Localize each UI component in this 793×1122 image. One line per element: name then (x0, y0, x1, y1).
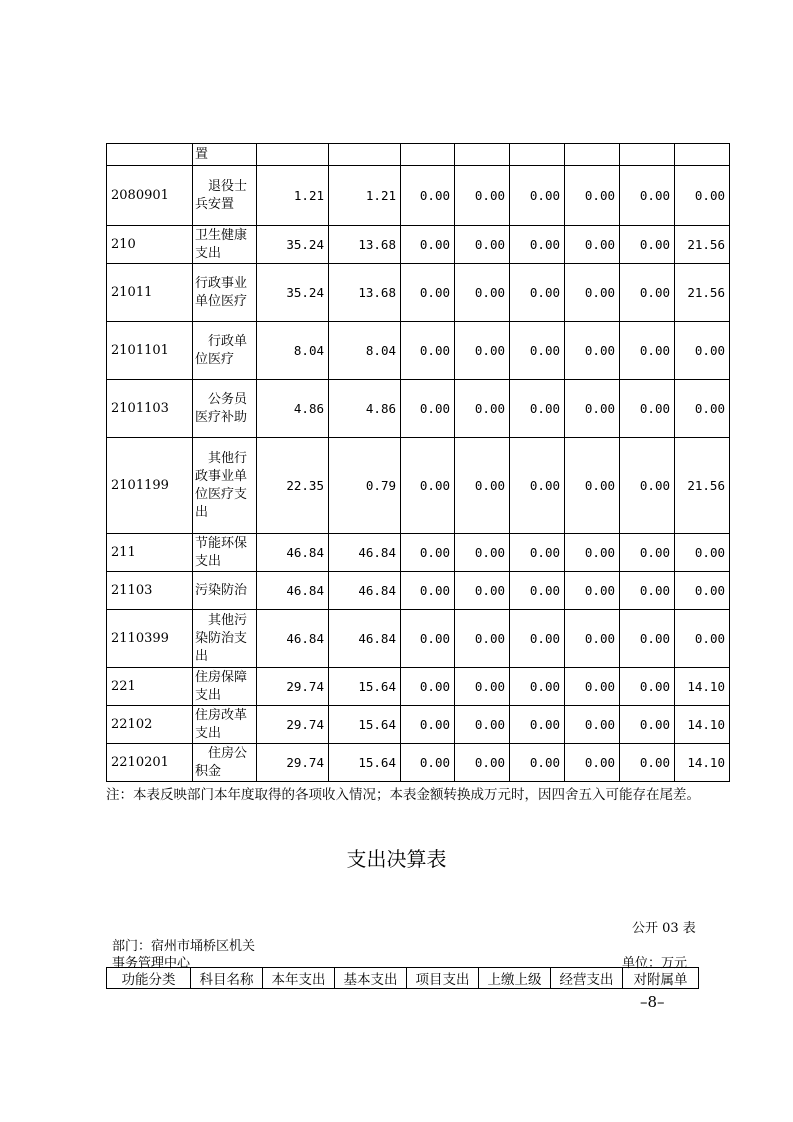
subject-name-text: 其他污染防治支出 (195, 612, 248, 664)
subject-name-cell (193, 438, 257, 534)
value-cell: 0.00 (565, 438, 620, 534)
subject-name-text: 节能环保支出 (195, 535, 248, 569)
value-cell: 0.00 (565, 668, 620, 706)
value-cell: 0.00 (510, 264, 565, 322)
value-cell: 0.00 (401, 264, 455, 322)
table-row (107, 534, 730, 572)
value-cell: 46.84 (257, 534, 329, 572)
value-cell: 35.24 (257, 226, 329, 264)
value-cell: 0.00 (401, 668, 455, 706)
value-cell: 0.00 (455, 264, 510, 322)
function-code-cell: 221 (107, 668, 193, 706)
subject-name-cell (193, 706, 257, 744)
value-cell: 35.24 (257, 264, 329, 322)
subject-name-text: 卫生健康支出 (195, 227, 248, 261)
column-header: 对附属单 (623, 968, 699, 989)
value-cell: 0.00 (401, 380, 455, 438)
value-cell: 0.00 (510, 572, 565, 610)
header-row (107, 968, 699, 989)
value-cell: 0.00 (510, 438, 565, 534)
column-header: 项目支出 (407, 968, 479, 989)
value-cell: 0.00 (620, 380, 675, 438)
subject-name-text: 污染防治 (195, 582, 248, 598)
subject-name-cell (193, 744, 257, 782)
value-cell: 0.00 (565, 380, 620, 438)
value-cell: 0.00 (401, 166, 455, 226)
table-row (107, 144, 730, 166)
value-cell: 0.00 (455, 744, 510, 782)
subject-name-cell (193, 610, 257, 668)
column-header: 科目名称 (191, 968, 263, 989)
function-code-cell: 2101101 (107, 322, 193, 380)
value-cell: 4.86 (329, 380, 401, 438)
value-cell: 0.00 (510, 534, 565, 572)
value-cell: 0.00 (510, 668, 565, 706)
column-header: 本年支出 (263, 968, 335, 989)
subject-name-text: 置 (195, 146, 209, 162)
value-cell: 0.00 (620, 706, 675, 744)
value-cell (565, 144, 620, 166)
value-cell: 0.00 (510, 706, 565, 744)
value-cell: 0.00 (675, 572, 730, 610)
department-line-1: 部门：宿州市埇桥区机关 (112, 939, 256, 954)
function-code-cell: 210 (107, 226, 193, 264)
subject-name-text: 退役士兵安置 (195, 178, 248, 212)
department-line-2: 事务管理中心 (112, 956, 191, 971)
column-header: 经营支出 (551, 968, 623, 989)
table-row (107, 706, 730, 744)
value-cell: 14.10 (675, 668, 730, 706)
value-cell: 8.04 (257, 322, 329, 380)
value-cell: 0.00 (565, 226, 620, 264)
function-code-cell: 2101103 (107, 380, 193, 438)
value-cell: 0.00 (455, 438, 510, 534)
value-cell: 0.00 (675, 610, 730, 668)
value-cell: 29.74 (257, 668, 329, 706)
value-cell: 15.64 (329, 706, 401, 744)
page-number: –8– (640, 993, 665, 1011)
unit-label: 单位：万元 (622, 956, 688, 971)
value-cell: 0.00 (675, 534, 730, 572)
value-cell: 15.64 (329, 744, 401, 782)
value-cell (257, 144, 329, 166)
value-cell: 0.00 (565, 264, 620, 322)
column-header: 功能分类 (107, 968, 191, 989)
value-cell: 0.00 (455, 668, 510, 706)
value-cell: 8.04 (329, 322, 401, 380)
function-code-cell: 2080901 (107, 166, 193, 226)
value-cell: 0.00 (510, 744, 565, 782)
value-cell: 14.10 (675, 744, 730, 782)
value-cell: 14.10 (675, 706, 730, 744)
value-cell: 0.00 (675, 322, 730, 380)
value-cell (455, 144, 510, 166)
table-row (107, 744, 730, 782)
value-cell: 29.74 (257, 744, 329, 782)
value-cell: 4.86 (257, 380, 329, 438)
value-cell (401, 144, 455, 166)
subject-name-cell (193, 322, 257, 380)
table-row (107, 380, 730, 438)
subject-name-cell (193, 668, 257, 706)
function-code-cell: 211 (107, 534, 193, 572)
subject-name-text: 其他行政事业单位医疗支出 (195, 450, 248, 520)
value-cell: 0.00 (455, 572, 510, 610)
value-cell: 0.00 (620, 264, 675, 322)
value-cell: 0.00 (401, 706, 455, 744)
table-note: 注：本表反映部门本年度取得的各项收入情况；本表金额转换成万元时，因四舍五入可能存在尾差。 (106, 787, 700, 803)
function-code-cell (107, 144, 193, 166)
value-cell: 0.79 (329, 438, 401, 534)
value-cell: 13.68 (329, 264, 401, 322)
subject-name-text: 住房公积金 (195, 745, 248, 779)
function-code-cell: 2210201 (107, 744, 193, 782)
value-cell (329, 144, 401, 166)
function-code-cell: 21011 (107, 264, 193, 322)
value-cell: 0.00 (565, 744, 620, 782)
value-cell: 0.00 (455, 166, 510, 226)
value-cell: 0.00 (455, 322, 510, 380)
subject-name-text: 住房改革支出 (195, 707, 248, 741)
value-cell: 0.00 (565, 572, 620, 610)
value-cell: 0.00 (510, 166, 565, 226)
value-cell: 13.68 (329, 226, 401, 264)
value-cell: 0.00 (455, 706, 510, 744)
value-cell: 0.00 (510, 610, 565, 668)
value-cell (675, 144, 730, 166)
column-header: 上缴上级 (479, 968, 551, 989)
value-cell: 0.00 (620, 668, 675, 706)
value-cell: 0.00 (620, 438, 675, 534)
value-cell: 15.64 (329, 668, 401, 706)
subject-name-text: 公务员医疗补助 (195, 391, 248, 425)
public-table-number: 公开 03 表 (632, 921, 696, 936)
table-row (107, 572, 730, 610)
value-cell: 0.00 (401, 226, 455, 264)
value-cell: 0.00 (401, 322, 455, 380)
value-cell: 21.56 (675, 226, 730, 264)
table-row (107, 668, 730, 706)
value-cell (620, 144, 675, 166)
value-cell: 46.84 (329, 572, 401, 610)
value-cell: 0.00 (455, 226, 510, 264)
value-cell: 0.00 (620, 610, 675, 668)
value-cell: 0.00 (401, 572, 455, 610)
value-cell: 46.84 (257, 572, 329, 610)
value-cell: 0.00 (401, 534, 455, 572)
section-title: 支出决算表 (346, 847, 447, 871)
value-cell: 0.00 (565, 706, 620, 744)
column-header: 基本支出 (335, 968, 407, 989)
value-cell: 46.84 (329, 610, 401, 668)
table-row (107, 264, 730, 322)
value-cell: 29.74 (257, 706, 329, 744)
value-cell: 0.00 (620, 534, 675, 572)
value-cell: 21.56 (675, 438, 730, 534)
subject-name-text: 行政事业单位医疗 (195, 275, 248, 309)
value-cell: 0.00 (565, 534, 620, 572)
subject-name-cell (193, 166, 257, 226)
subject-name-cell (193, 534, 257, 572)
value-cell: 0.00 (675, 380, 730, 438)
table-row (107, 438, 730, 534)
value-cell: 0.00 (620, 322, 675, 380)
value-cell: 0.00 (455, 380, 510, 438)
value-cell: 22.35 (257, 438, 329, 534)
subject-name-cell (193, 226, 257, 264)
value-cell: 0.00 (565, 166, 620, 226)
value-cell: 0.00 (620, 166, 675, 226)
subject-name-cell (193, 572, 257, 610)
function-code-cell: 22102 (107, 706, 193, 744)
value-cell: 0.00 (401, 610, 455, 668)
subject-name-text: 行政单位医疗 (195, 333, 248, 367)
expenditure-table-header (106, 967, 699, 989)
subject-name-cell (193, 144, 257, 166)
value-cell: 1.21 (329, 166, 401, 226)
table-row (107, 610, 730, 668)
value-cell (510, 144, 565, 166)
value-cell: 0.00 (510, 226, 565, 264)
table-row (107, 322, 730, 380)
subject-name-cell (193, 264, 257, 322)
value-cell: 46.84 (329, 534, 401, 572)
value-cell: 0.00 (565, 610, 620, 668)
value-cell: 0.00 (620, 572, 675, 610)
value-cell: 0.00 (565, 322, 620, 380)
value-cell: 0.00 (510, 322, 565, 380)
table-row (107, 166, 730, 226)
value-cell: 0.00 (620, 744, 675, 782)
value-cell: 0.00 (455, 534, 510, 572)
income-table (106, 143, 730, 782)
subject-name-cell (193, 380, 257, 438)
value-cell: 0.00 (401, 744, 455, 782)
value-cell: 0.00 (401, 438, 455, 534)
value-cell: 0.00 (675, 166, 730, 226)
value-cell: 0.00 (620, 226, 675, 264)
function-code-cell: 21103 (107, 572, 193, 610)
function-code-cell: 2101199 (107, 438, 193, 534)
value-cell: 0.00 (455, 610, 510, 668)
subject-name-text: 住房保障支出 (195, 669, 248, 703)
table-row (107, 226, 730, 264)
value-cell: 0.00 (510, 380, 565, 438)
value-cell: 21.56 (675, 264, 730, 322)
function-code-cell: 2110399 (107, 610, 193, 668)
value-cell: 1.21 (257, 166, 329, 226)
value-cell: 46.84 (257, 610, 329, 668)
